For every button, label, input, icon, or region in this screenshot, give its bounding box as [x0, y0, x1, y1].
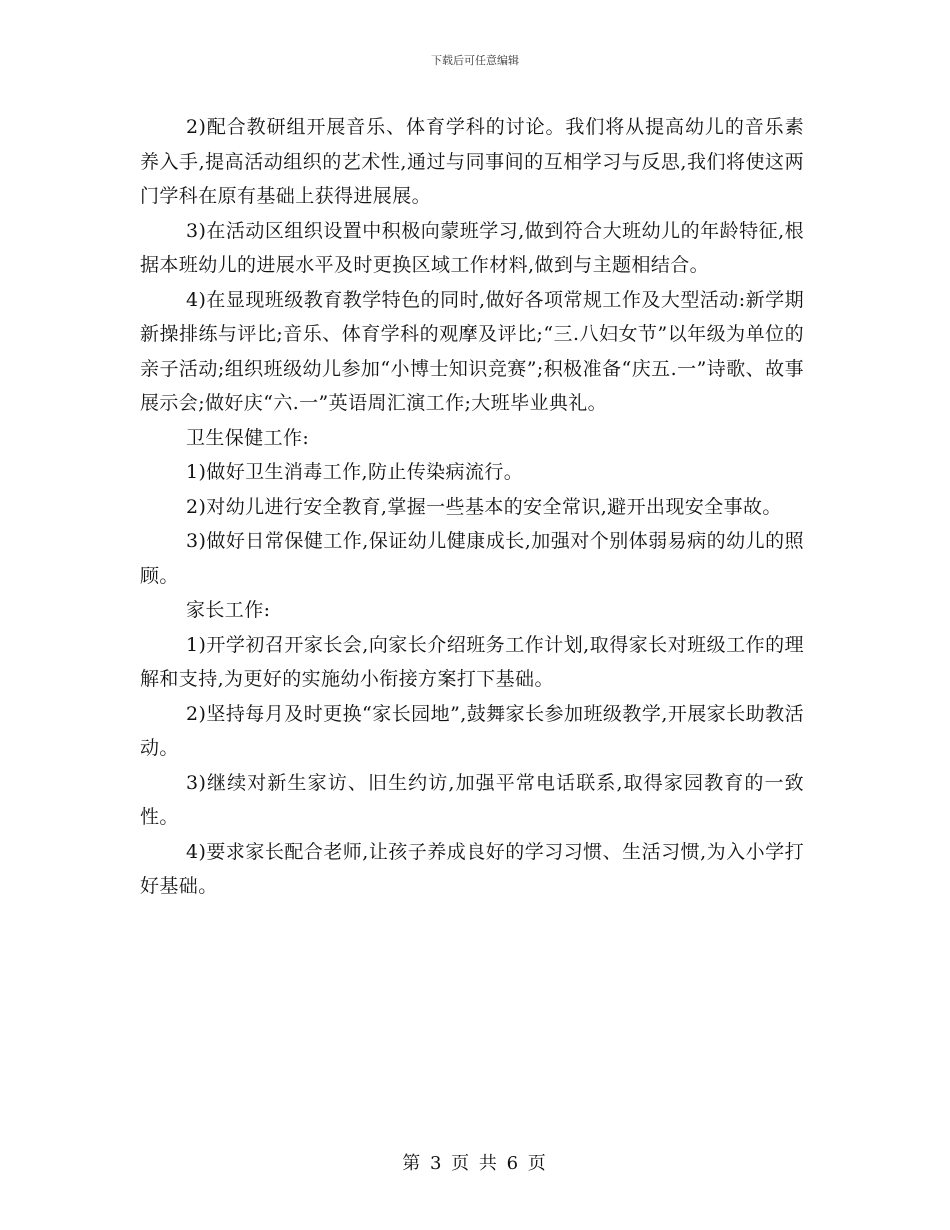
paragraph-music-pe: 2)配合教研组开展音乐、体育学科的讨论。我们将从提高幼儿的音乐素养入手,提高活动组织的艺术性,通过与同事间的互相学习与反思,我们将使这两门学科在原有基础上获得进展展。 [140, 116, 804, 207]
document-body [140, 110, 804, 904]
paragraph-parent-meeting: 1)开学初召开家长会,向家长介绍班务工作计划,取得家长对班级工作的理解和支持,为更好的实施幼小衔接方案打下基础。 [140, 633, 804, 690]
section-heading-health: 卫生保健工作: [186, 426, 310, 449]
paragraph-disinfection: 1)做好卫生消毒工作,防止传染病流行。 [186, 461, 524, 483]
page-header: 下载后可任意编辑 [431, 54, 519, 67]
paragraph-routine-activities: 4)在显现班级教育教学特色的同时,做好各项常规工作及大型活动:新学期新操排练与评比;音乐、体育学科的观摩及评比;“三.八妇女节”以年级为单位的亲子活动;组织班级幼儿参加“小博士知识竞赛”;积极准备“庆五.一”诗歌、故事展示会;做好庆“六.一”英语周汇演工作;大班毕业典礼。 [140, 288, 804, 414]
paragraph-parent-garden: 2)坚持每月及时更换“家长园地”,鼓舞家长参加班级教学,开展家长助教活动。 [140, 702, 804, 759]
paragraph-health-care: 3)做好日常保健工作,保证幼儿健康成长,加强对个别体弱易病的幼儿的照顾。 [140, 530, 804, 587]
paragraph-activity-area: 3)在活动区组织设置中积极向蒙班学习,做到符合大班幼儿的年龄特征,根据本班幼儿的进展水平及时更换区域工作材料,做到与主题相结合。 [140, 219, 804, 276]
paragraph-safety-education: 2)对幼儿进行安全教育,掌握一些基本的安全常识,避开出现安全事故。 [186, 495, 782, 518]
paragraph-home-visits: 3)继续对新生家访、旧生约访,加强平常电话联系,取得家园教育的一致性。 [140, 771, 804, 828]
page-number: 第 3 页 共 6 页 [402, 1153, 548, 1174]
paragraph-study-habits: 4)要求家长配合老师,让孩子养成良好的学习习惯、生活习惯,为入小学打好基础。 [140, 840, 804, 897]
section-heading-parents: 家长工作: [186, 599, 271, 621]
